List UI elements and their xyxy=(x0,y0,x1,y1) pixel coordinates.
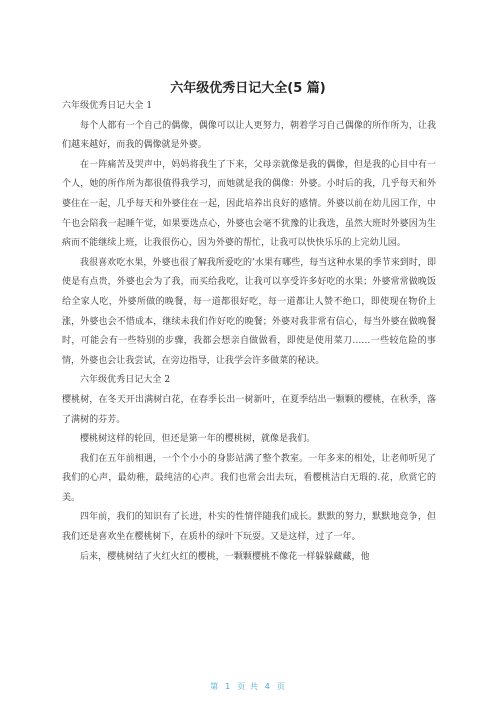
paragraph: 在一阵痛苦及哭声中，妈妈将我生了下来，父母亲就像是我的偶像，但是我的心目中有一个人，她的所作所为都很值得我学习，而她就是我的偶像：外婆。小时后的我，几乎每天和外婆住在一起，几乎每天和外婆住在一起，因此培养出良好的感情。外婆以前在幼儿园工作，中午也会陪我一起睡午觉，如果要选点心，外婆也会毫不犹豫的让我选，虽然大班时外婆因为生病而不能继续上班，让我很伤心，因为外婆的帮忙，让我可以快快乐乐的上完幼儿园。 xyxy=(62,159,436,249)
paragraph: 四年前，我们的知识有了长进，朴实的性情伴随我们成长。默默的努力，默默地竞争，但我们还是喜欢坐在樱桃树下，在质朴的绿叶下玩耍。又是这样，过了一年。 xyxy=(62,512,436,543)
page-label-mid: 页 共 xyxy=(237,682,259,691)
section-heading-2: 六年级优秀日记大全 2 xyxy=(80,375,171,386)
document-body xyxy=(62,97,436,567)
paragraph: 樱桃树这样的轮回，但还是第一年的樱桃树，就像是我们。 xyxy=(80,434,316,445)
document-title: 六年级优秀日记大全(5 篇) xyxy=(170,81,326,96)
current-page-number: 1 xyxy=(225,682,232,691)
page-label-prefix: 第 xyxy=(210,682,220,691)
section-heading-1: 六年级优秀日记大全 1 xyxy=(62,101,153,111)
paragraph: 樱桃树，在冬天开出满树白花，在春季长出一树新叶，在夏季结出一颗颗的樱桃，在秋季，落了满树的芬芳。 xyxy=(62,394,436,425)
page-label-suffix: 页 xyxy=(276,682,286,691)
paragraph: 后来，樱桃树结了火红火红的樱桃，一颗颗樱桃不像花一样躲躲藏藏，他 xyxy=(80,551,370,562)
total-pages-number: 4 xyxy=(264,682,271,691)
paragraph: 我们在五年前相遇，一个个小小的身影站满了整个教室。一年多来的相处，让老师听见了我们的心声，最幼稚，最纯洁的心声。我们也常会出去玩，看樱桃洁白无瑕的.花，欣赏它的美。 xyxy=(62,453,436,503)
page-footer xyxy=(0,681,496,692)
paragraph: 每个人都有一个自己的偶像，偶像可以让人更努力，朝着学习自己偶像的所作所为，让我们越来越好，而我的偶像就是外婆。 xyxy=(62,120,436,151)
paragraph: 我很喜欢吃水果，外婆也很了解我所爱吃的’水果有哪些，每当这种水果的季节来到时，即使是有点贵，外婆也会为了我，而买给我吃，让我可以享受许多好吃的水果；外婆常常做晚饭给全家人吃，外婆所做的晚餐，每一道都很好吃，每一道都让人赞不绝口，即使现在物价上涨，外婆也会不惜成本，继续未我们作好吃的晚餐；外婆对我非常有信心，每当外婆在做晚餐时，可能会有一些特别的步骤，我都会想亲自做做看，即使是使用菜刀……一些较危险的事情，外婆也会让我尝试，在旁边指导，让我学会许多做菜的秘诀。 xyxy=(62,257,436,366)
